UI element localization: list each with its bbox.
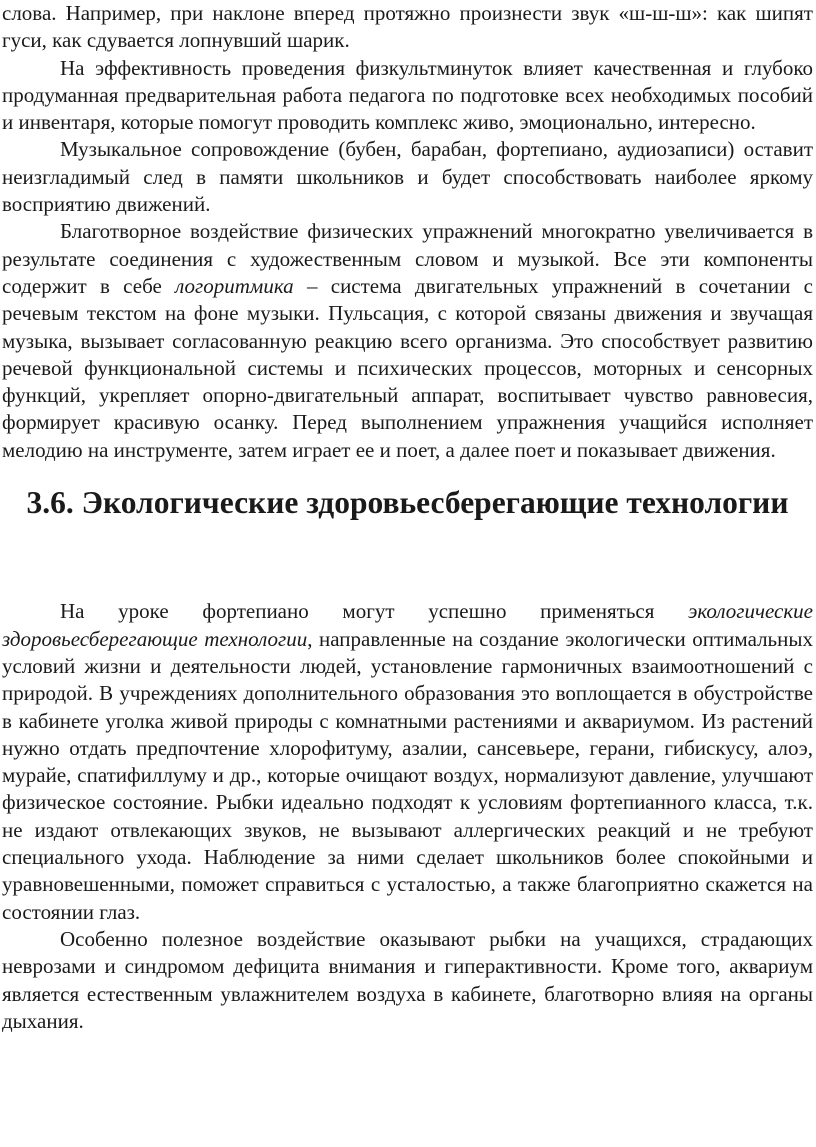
paragraph-effectiveness: На эффективность проведения физкультминуток влияет качественная и глубоко продуманная предварительная работа педагога по подготовке всех необходимых пособий и инвентаря, которые помогут проводить комплекс живо, эмоционально, интересно. xyxy=(2,55,813,135)
paragraph-continued: слова. Например, при наклоне вперед протяжно произнести звук «ш-ш-ш»: как шипят гуси, как сдувается лопнувший шарик. xyxy=(2,1,813,53)
eco-term: экологические здоровьесберегающие технологии xyxy=(2,599,813,651)
section-heading: 3.6. Экологические здоровьесберегающие технологии xyxy=(26,485,789,521)
paragraph-eco xyxy=(2,598,813,926)
eco-text-after: , направленные на создание экологически оптимальных условий жизни и деятельности людей, установление гармоничных взаимоотношений с природой. В учреждениях дополнительного образования это воплощается в обустройстве в кабинете уголка живой природы с комнатными растениями и аквариумом. Из растений нужно отдать предпочтение хлорофитуму, азалии, сансевьере, герани, гибискусу, алоэ, мурайе, спатифиллуму и др., которые очищают воздух, нормализуют давление, улучшают физическое состояние. Рыбки идеально подходят к условиям фортепианного класса, т.к. не издают отвлекающих звуков, не вызывают аллергических реакций и не требуют специального ухода. Наблюдение за ними сделает школьников более спокойными и уравновешенными, поможет справиться с усталостью, а также благоприятно скажется на состоянии глаз. xyxy=(2,626,813,924)
paragraph-logorhythmics xyxy=(2,218,813,464)
section-gap xyxy=(2,516,813,598)
logo-text-after: – система двигательных упражнений в сочетании с речевым текстом на фоне музыки. Пульсация, с которой связаны движения и звучащая музыка, вызывает согласованную реакцию всего организма. Это способствует развитию речевой функциональной системы и психических процессов, моторных и сенсорных функций, укрепляет опорно-двигательный аппарат, воспитывает чувство равновесия, формирует красивую осанку. Перед выполнением упражнения учащийся исполняет мелодию на инструменте, затем играет ее и поет, а далее поет и показывает движения. xyxy=(2,273,813,462)
eco-text-before: На уроке фортепиано могут успешно применяться xyxy=(60,599,689,624)
logorhythmics-term: логоритмика xyxy=(175,273,294,298)
paragraph-fish: Особенно полезное воздействие оказывают рыбки на учащихся, страдающих неврозами и синдромом дефицита внимания и гиперактивности. Кроме того, аквариум является естественным увлажнителем воздуха в кабинете, благотворно влияя на органы дыхания. xyxy=(2,926,813,1033)
logo-text-before: Благотворное воздействие физических упражнений многократно увеличивается в результате соединения с художественным словом и музыкой. Все эти компоненты содержит в себе xyxy=(2,219,813,298)
paragraph-music: Музыкальное сопровождение (бубен, барабан, фортепиано, аудиозаписи) оставит неизгладимый след в памяти школьников и будет способствовать наиболее яркому восприятию движений. xyxy=(2,137,813,217)
